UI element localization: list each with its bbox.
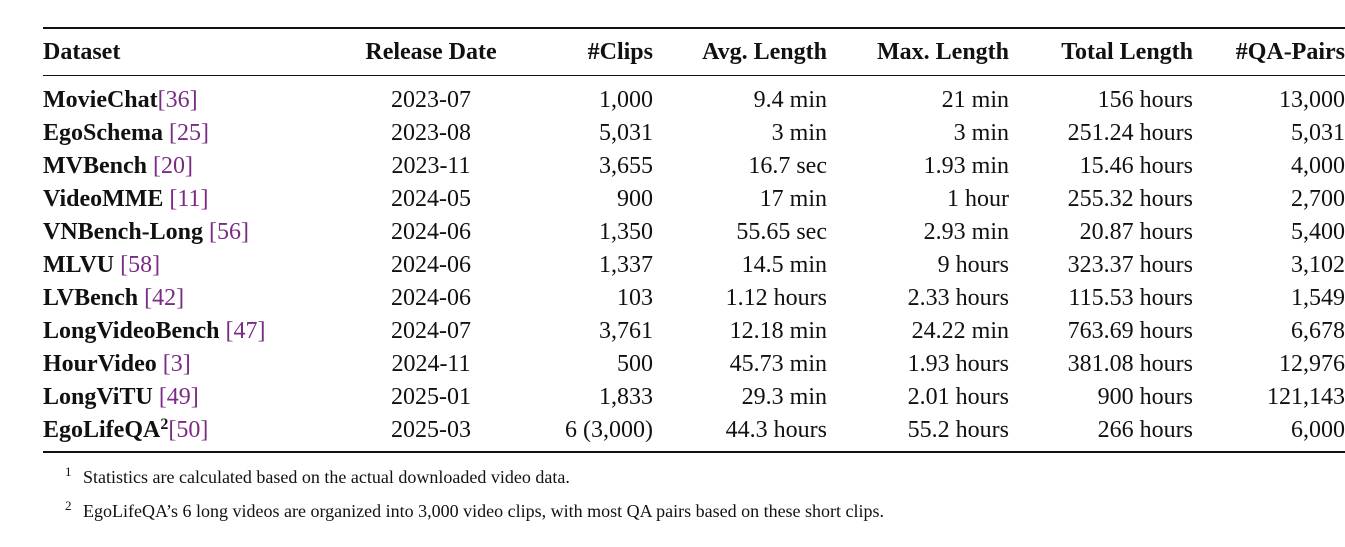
cell-max-length: 2.01 hours — [907, 384, 1009, 410]
cell-dataset — [43, 216, 331, 249]
cell-avg-length: 17 min — [759, 186, 827, 212]
cell-total-length: 900 hours — [1097, 384, 1193, 410]
dataset-name: EgoSchema — [43, 120, 163, 146]
cell-qa-pairs: 12,976 — [1279, 351, 1345, 377]
cell-total-length: 156 hours — [1097, 87, 1193, 113]
header-release-date: Release Date — [365, 38, 497, 65]
cell-total-length: 381.08 hours — [1067, 351, 1193, 377]
cell-release-date: 2023-08 — [391, 120, 471, 146]
cell-avg-length: 3 min — [771, 120, 827, 146]
cell-release-date: 2024-11 — [391, 351, 471, 377]
citation-link[interactable]: [3] — [162, 351, 191, 377]
cell-dataset — [43, 76, 331, 118]
table-row — [43, 282, 1345, 315]
cell-max-length: 1.93 hours — [907, 351, 1009, 377]
cell-clips: 3,761 — [599, 318, 653, 344]
cell-qa-pairs: 13,000 — [1279, 87, 1345, 113]
table-row — [43, 150, 1345, 183]
cell-avg-length: 16.7 sec — [748, 153, 827, 179]
table-row — [43, 76, 1345, 118]
cell-clips: 5,031 — [599, 120, 653, 146]
cell-dataset — [43, 282, 331, 315]
citation-link[interactable]: [20] — [153, 153, 193, 179]
cell-avg-length: 45.73 min — [729, 351, 827, 377]
header-qa-pairs: #QA-Pairs — [1235, 38, 1345, 65]
footnote-number: 1 — [65, 464, 72, 479]
footnote — [43, 495, 1304, 529]
cell-total-length: 266 hours — [1097, 417, 1193, 443]
dataset-comparison-table — [43, 27, 1345, 453]
cell-qa-pairs: 4,000 — [1291, 153, 1345, 179]
cell-release-date: 2025-03 — [391, 417, 471, 443]
header-clips: #Clips — [587, 38, 653, 65]
cell-clips: 3,655 — [599, 153, 653, 179]
cell-qa-pairs: 2,700 — [1291, 186, 1345, 212]
cell-max-length: 2.93 min — [923, 219, 1009, 245]
cell-avg-length: 29.3 min — [741, 384, 827, 410]
footnotes — [43, 461, 1304, 529]
cell-qa-pairs: 121,143 — [1267, 384, 1345, 410]
cell-dataset — [43, 183, 331, 216]
cell-avg-length: 12.18 min — [729, 318, 827, 344]
header-dataset: Dataset — [43, 38, 121, 65]
cell-release-date: 2023-07 — [391, 87, 471, 113]
cell-avg-length: 9.4 min — [753, 87, 827, 113]
cell-release-date: 2025-01 — [391, 384, 471, 410]
cell-clips: 1,000 — [599, 87, 653, 113]
footnote-text: Statistics are calculated based on the actual downloaded video data. — [83, 467, 570, 487]
cell-qa-pairs: 5,031 — [1291, 120, 1345, 146]
cell-total-length: 20.87 hours — [1079, 219, 1193, 245]
dataset-name: MVBench — [43, 153, 147, 179]
cell-avg-length: 14.5 min — [741, 252, 827, 278]
cell-clips: 103 — [617, 285, 653, 311]
cell-release-date: 2024-06 — [391, 252, 471, 278]
header-total-length: Total Length — [1061, 38, 1193, 65]
cell-avg-length: 44.3 hours — [725, 417, 827, 443]
cell-total-length: 15.46 hours — [1079, 153, 1193, 179]
dataset-name: VideoMME — [43, 186, 164, 212]
cell-dataset — [43, 117, 331, 150]
dataset-name: LongVideoBench — [43, 318, 220, 344]
cell-release-date: 2024-07 — [391, 318, 471, 344]
table-row — [43, 414, 1345, 452]
cell-qa-pairs: 6,000 — [1291, 417, 1345, 443]
cell-clips: 1,337 — [599, 252, 653, 278]
cell-clips: 1,350 — [599, 219, 653, 245]
cell-max-length: 55.2 hours — [907, 417, 1009, 443]
header-avg-length: Avg. Length — [702, 38, 827, 65]
citation-link[interactable]: [50] — [168, 417, 209, 443]
cell-max-length: 24.22 min — [911, 318, 1009, 344]
cell-dataset — [43, 150, 331, 183]
cell-qa-pairs: 3,102 — [1291, 252, 1345, 278]
cell-total-length: 255.32 hours — [1067, 186, 1193, 212]
cell-total-length: 115.53 hours — [1068, 285, 1193, 311]
dataset-name: LVBench — [43, 285, 139, 311]
cell-max-length: 21 min — [941, 87, 1009, 113]
table-row — [43, 315, 1345, 348]
cell-dataset — [43, 414, 331, 452]
table-row — [43, 183, 1345, 216]
cell-max-length: 9 hours — [937, 252, 1009, 278]
cell-dataset — [43, 348, 331, 381]
citation-link[interactable]: [36] — [157, 87, 198, 113]
table-row — [43, 381, 1345, 414]
citation-link[interactable]: [11] — [169, 186, 209, 212]
citation-link[interactable]: [47] — [225, 318, 266, 344]
cell-dataset — [43, 315, 331, 348]
table-body — [43, 76, 1345, 453]
cell-max-length: 1.93 min — [923, 153, 1009, 179]
cell-dataset — [43, 249, 331, 282]
cell-max-length: 3 min — [953, 120, 1009, 146]
cell-release-date: 2024-05 — [391, 186, 471, 212]
citation-link[interactable]: [42] — [144, 285, 185, 311]
cell-total-length: 323.37 hours — [1067, 252, 1193, 278]
dataset-name: MovieChat — [43, 87, 158, 113]
citation-link[interactable]: [58] — [120, 252, 161, 278]
dataset-name: MLVU — [43, 252, 115, 278]
cell-release-date: 2023-11 — [391, 153, 471, 179]
footnote-number: 2 — [65, 498, 72, 513]
citation-link[interactable]: [25] — [169, 120, 209, 146]
table-container — [43, 27, 1345, 529]
cell-clips: 500 — [617, 351, 653, 377]
cell-clips: 900 — [617, 186, 653, 212]
cell-release-date: 2024-06 — [391, 219, 471, 245]
citation-link[interactable]: [49] — [158, 384, 199, 410]
footnote-mark: 2 — [160, 416, 169, 433]
footnote — [43, 461, 1304, 495]
dataset-name: VNBench-Long — [43, 219, 204, 245]
table-row — [43, 348, 1345, 381]
cell-max-length: 1 hour — [947, 186, 1009, 212]
cell-total-length: 251.24 hours — [1067, 120, 1193, 146]
cell-release-date: 2024-06 — [391, 285, 471, 311]
cell-total-length: 763.69 hours — [1067, 318, 1193, 344]
footnote-text: EgoLifeQA’s 6 long videos are organized into 3,000 video clips, with most QA pairs based on these short clips. — [83, 501, 885, 521]
dataset-name: HourVideo — [43, 351, 157, 377]
cell-max-length: 2.33 hours — [907, 285, 1009, 311]
cell-qa-pairs: 5,400 — [1291, 219, 1345, 245]
cell-avg-length: 55.65 sec — [736, 219, 827, 245]
header-max-length: Max. Length — [877, 38, 1009, 65]
cell-qa-pairs: 1,549 — [1291, 285, 1345, 311]
cell-qa-pairs: 6,678 — [1291, 318, 1345, 344]
table-row — [43, 216, 1345, 249]
table-row — [43, 117, 1345, 150]
cell-clips: 6 (3,000) — [565, 417, 653, 443]
dataset-name: EgoLifeQA — [43, 417, 161, 443]
citation-link[interactable]: [56] — [209, 219, 250, 245]
cell-avg-length: 1.12 hours — [725, 285, 827, 311]
table-row — [43, 249, 1345, 282]
cell-dataset — [43, 381, 331, 414]
cell-clips: 1,833 — [599, 384, 653, 410]
header-row — [43, 28, 1345, 76]
dataset-name: LongViTU — [43, 384, 153, 410]
